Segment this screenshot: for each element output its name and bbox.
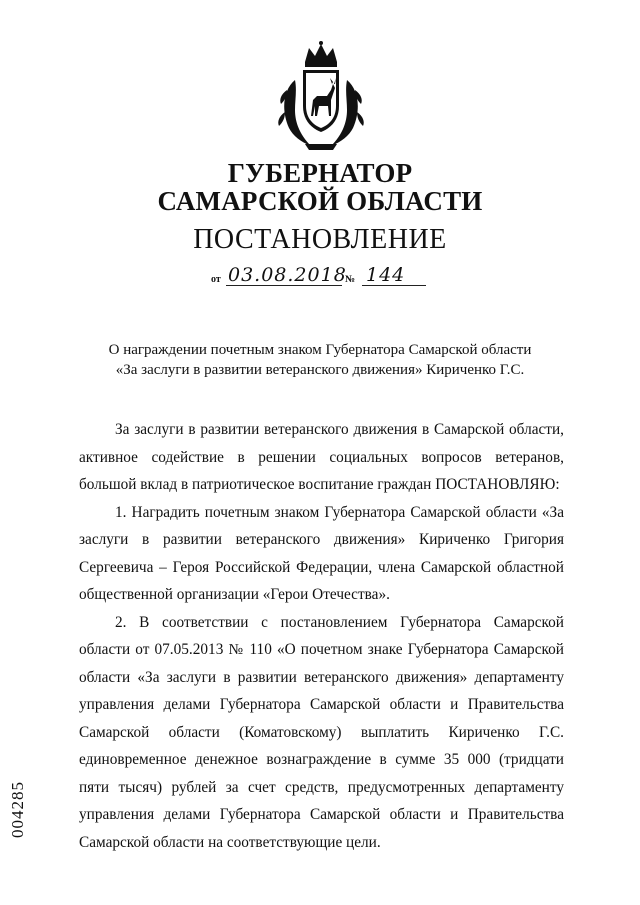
- body-paragraph-item2: 2. В соответствии с постановлением Губернатора Самарской области от 07.05.2013 № 110 «О почетном знаке Губернатора Самарской области «За заслуги в развитии ветеранского движения» департаменту управления делами Губернатора Самарской области и Правительства Самарской области (Коматовскому) выплатить Кириченко Г.С. единовременное денежное вознаграждение в сумме 35 000 (тридцати пяти тысяч) рублей за счет средств, предусмотренных департаменту управления делами Губернатора Самарской области и Правительства Самарской области на соответствующие цели.: [79, 613, 564, 851]
- number-prefix: №: [345, 274, 356, 285]
- issuer-title-line1: ГУБЕРНАТОР: [227, 158, 413, 188]
- document-number: 144: [366, 264, 406, 286]
- document-type: ПОСТАНОВЛЕНИЕ: [193, 224, 447, 255]
- subject-line1: О награждении почетным знаком Губернатора Самарской области: [108, 342, 532, 358]
- date-number-line: [0, 262, 640, 288]
- document-body: [79, 416, 564, 856]
- samara-coat-of-arms-icon: [275, 40, 367, 152]
- body-paragraph-preamble: За заслуги в развитии ветеранского движения в Самарской области, активное содействие в решении социальных вопросов ветеранов, большой вклад в патриотическое воспитание граждан ПОСТАНОВЛЯЮ:: [79, 421, 564, 493]
- margin-serial-number: 004285: [8, 781, 27, 838]
- issuer-title-line2: САМАРСКОЙ ОБЛАСТИ: [157, 186, 483, 216]
- document-date: 03.08.2018: [228, 264, 347, 286]
- body-paragraph-item1: 1. Наградить почетным знаком Губернатора Самарской области «За заслуги в развитии ветеранского движения» Кириченко Григория Сергеевича – Героя Российской Федерации, члена Самарской областной общественной организации «Герои Отечества».: [79, 503, 564, 603]
- subject-line2: «За заслуги в развитии ветеранского движения» Кириченко Г.С.: [115, 362, 525, 378]
- date-prefix: от: [211, 274, 221, 285]
- document-subject: [60, 340, 580, 380]
